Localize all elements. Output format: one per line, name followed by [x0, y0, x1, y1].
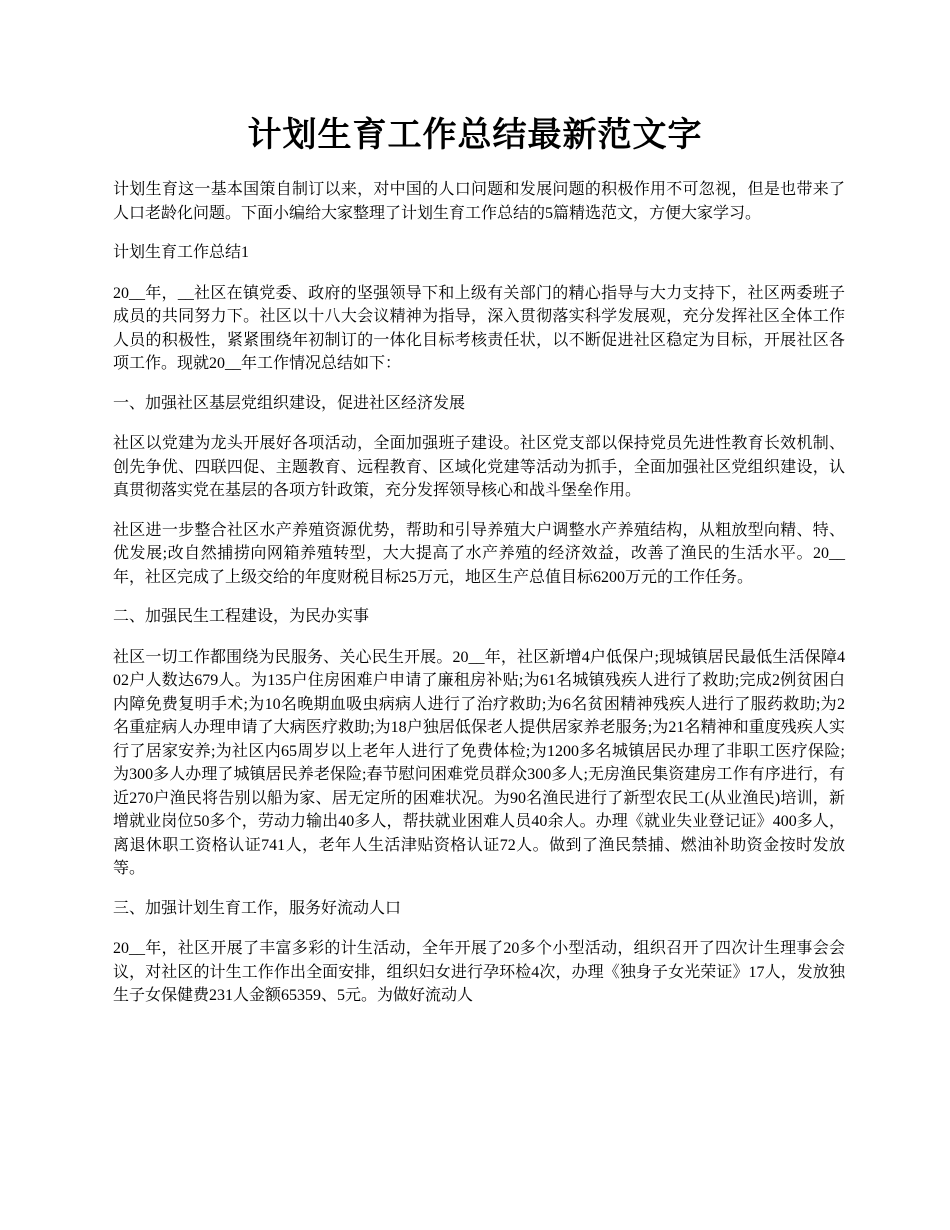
section-heading: 三、加强计划生育工作，服务好流动人口: [113, 899, 402, 917]
body-paragraph: 社区进一步整合社区水产养殖资源优势，帮助和引导养殖大户调整水产养殖结构，从粗放型向精、特、优发展;改自然捕捞向网箱养殖转型，大大提高了水产养殖的经济效益，改善了渔民的生活水平。20__年，社区完成了上级交给的年度财税目标25万元，地区生产总值目标6200万元的工作任务。: [113, 521, 845, 586]
section-heading: 二、加强民生工程建设，为民办实事: [113, 608, 370, 625]
document-body: [113, 178, 845, 1024]
intro-paragraph: 计划生育这一基本国策自制订以来，对中国的人口问题和发展问题的积极作用不可忽视，但是也带来了人口老龄化问题。下面小编给大家整理了计划生育工作总结的5篇精选范文，方便大家学习。: [113, 181, 845, 222]
section-heading: 一、加强社区基层党组织建设，促进社区经济发展: [113, 394, 466, 412]
body-paragraph: 社区一切工作都围绕为民服务、关心民生开展。20__年，社区新增4户低保户;现城镇居民最低生活保障402户人数达679人。为135户住房困难户申请了廉租房补贴;为61名城镇残疾人进行了救助;完成2例贫困白内障免费复明手术;为10名晚期血吸虫病病人进行了治疗救助;为6名贫困精神残疾人进行了服药救助;为2名重症病人办理申请了大病医疗救助;为18户独居低保老人提供居家养老服务;为21名精神和重度残疾人实行了居家安养;为社区内65周岁以上老年人进行了免费体检;为1200多名城镇居民办理了非职工医疗保险;为300多人办理了城镇居民养老保险;春节慰问困难党员群众300多人;无房渔民集资建房工作有序进行，有近270户渔民将告别以船为家、居无定所的困难状况。为90名渔民进行了新型农民工(从业渔民)培训，新增就业岗位50多个，劳动力输出40多人，帮扶就业困难人员40余人。办理《就业失业登记证》400多人，离退休职工资格认证741人，老年人生活津贴资格认证72人。做到了渔民禁捕、燃油补助资金按时发放等。: [113, 648, 845, 877]
body-paragraph: 社区以党建为龙头开展好各项活动，全面加强班子建设。社区党支部以保持党员先进性教育长效机制、创先争优、四联四促、主题教育、远程教育、区域化党建等活动为抓手，全面加强社区党组织建设，认真贯彻落实党在基层的各项方针政策，充分发挥领导核心和战斗堡垒作用。: [113, 435, 845, 499]
section-heading: 计划生育工作总结1: [113, 244, 250, 261]
document-title: 计划生育工作总结最新范文字: [247, 117, 703, 154]
body-paragraph: 20__年，社区开展了丰富多彩的计生活动，全年开展了20多个小型活动，组织召开了四次计生理事会会议，对社区的计生工作作出全面安排，组织妇女进行孕环检4次，办理《独身子女光荣证》17人，发放独生子女保健费231人金额65359、5元。为做好流动人: [113, 940, 845, 1004]
body-paragraph: 20__年，__社区在镇党委、政府的坚强领导下和上级有关部门的精心指导与大力支持下，社区两委班子成员的共同努力下。社区以十八大会议精神为指导，深入贯彻落实科学发展观，充分发挥社区全体工作人员的积极性，紧紧围绕年初制订的一体化目标考核责任状，以不断促进社区稳定为目标，开展社区各项工作。现就20__年工作情况总结如下：: [113, 284, 845, 372]
